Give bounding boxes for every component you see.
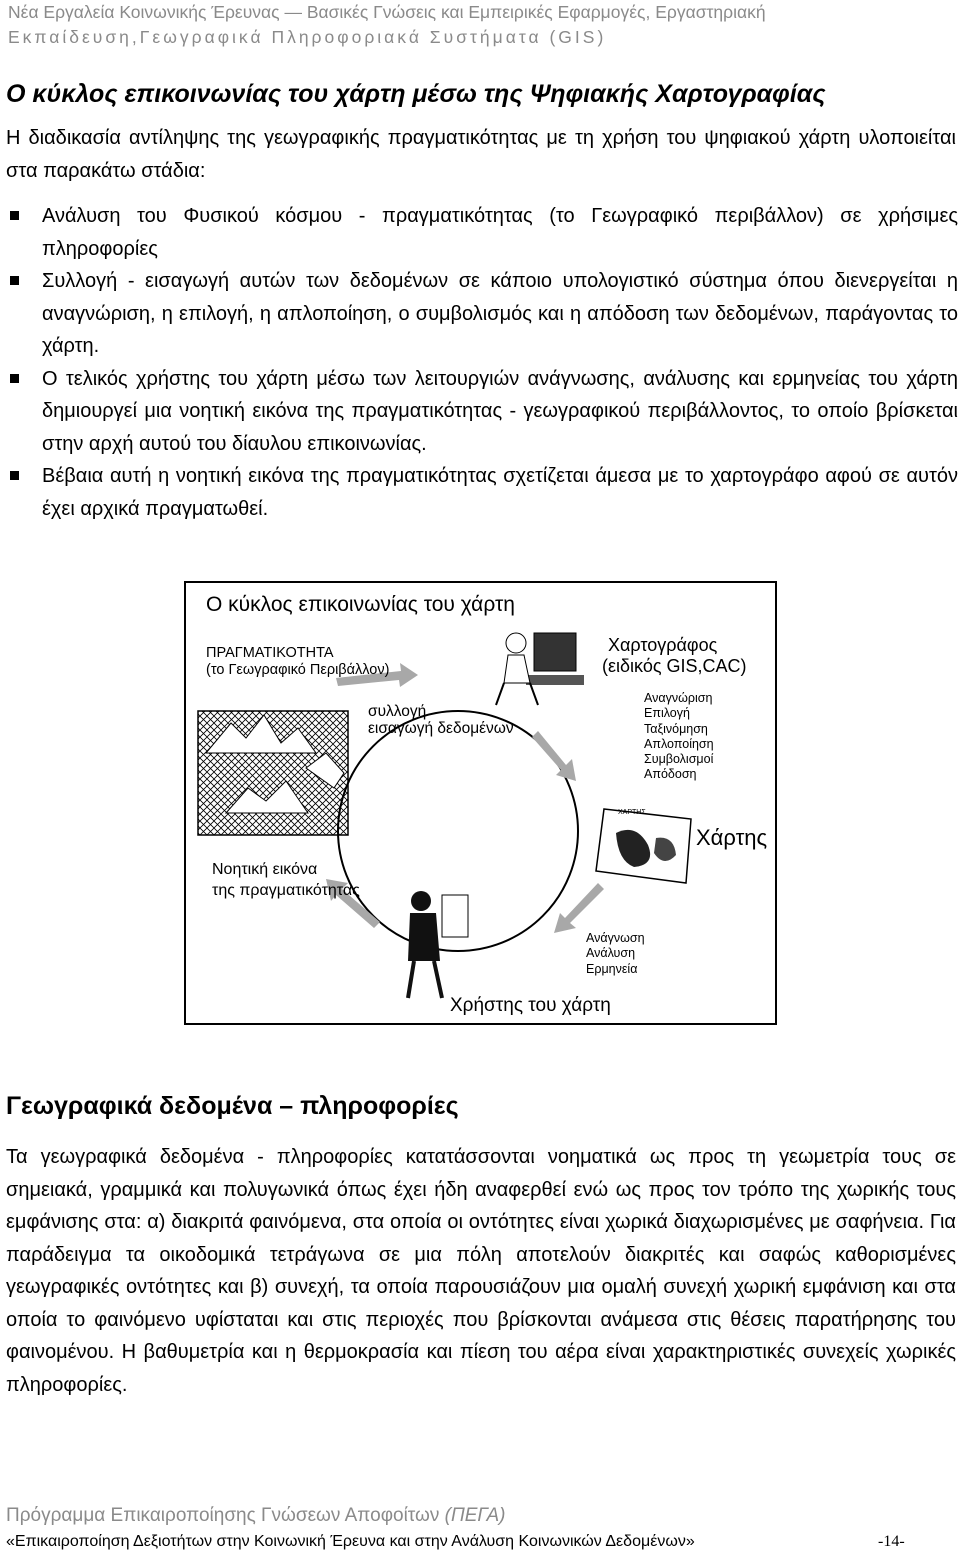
section-2-body: Τα γεωγραφικά δεδομένα - πληροφορίες κατατάσσονται νοηματικά ως προς τη γεωμετρία τους σε σημειακά, γραμμικά και πολυγωνικά όπως έχει ήδη αναφερθεί ενώ ως προς τον τρόπο της χωρικής τους εμφάνισης στα: α) διακριτά φαινόμενα, στα οποία οι οντότητες είναι χωρικά διαχωρισμένες με σαφήνεια. Για παράδειγμα τα οικοδομικά τετράγωνα σε μια πόλη αποτελούν διακριτές και σαφώς καθορισμένες γεωγραφικές οντότητες και β) συνεχή, τα οποία παρουσιάζουν μια ομαλή συνεχή χωρική εμφάνιση και στα οποία το φαινόμενο υφίσταται και στις περιοχές που βρίσκονται ανάμεσα στις θέσεις παρατήρησης του φαινομένου. Η βαθυμετρία και η θερμοκρασία και πίεση του αέρα είναι χαρακτηριστικές συνεχείς χωρικές πληροφορίες. [6,1146,956,1396]
footer-program: Πρόγραμμα Επικαιροποίησης Γνώσεων Αποφοίτων (ΠΕΓΑ) [6,1505,506,1526]
footer-course: «Επικαιροποίηση Δεξιοτήτων στην Κοινωνική Έρευνα και στην Ανάλυση Κοινωνικών Δεδομένων» [6,1533,695,1550]
mental-image-label: Νοητική εικόνα της πραγματικότητας [212,861,360,899]
map-stamp: ΧΑΡΤΗΣ [618,809,646,816]
bullet-item: Βέβαια αυτή η νοητική εικόνα της πραγματικότητας σχετίζεται άμεσα με το χαρτογράφο αφού σε αυτόν έχει αρχικά πραγματωθεί. [0,460,958,525]
header-line-2: Εκπαίδευση,Γεωγραφικά Πληροφοριακά Συστήματα (GIS) [8,27,607,47]
landscape-icon [198,711,348,835]
page-number: -14- [878,1533,905,1550]
bullet-item: Ανάλυση του Φυσικού κόσμου - πραγματικότητας (το Γεωγραφικό περιβάλλον) σε χρήσιμες πληροφορίες [0,200,958,265]
map-communication-cycle-figure [184,581,777,1025]
figure-title: Ο κύκλος επικοινωνίας του χάρτη [206,593,515,616]
section-1-title: Ο κύκλος επικοινωνίας του χάρτη μέσω της Ψηφιακής Χαρτογραφίας [6,80,826,108]
map-user-label: Χρήστης του χάρτη [450,995,611,1016]
map-user-icon [408,891,468,998]
running-header [8,0,958,50]
section-1-intro: Η διαδικασία αντίληψης της γεωγραφικής πραγματικότητας με τη χρήση του ψηφιακού χάρτη υλοποιείται στα παρακάτω στάδια: [6,127,956,182]
bullet-item: Συλλογή - εισαγωγή αυτών των δεδομένων σε κάποιο υπολογιστικό σύστημα όπου διενεργείται η αναγνώριση, η επιλογή, η απλοποίηση, ο συμβολισμός και η απόδοση των δεδομένων, παράγοντας το χάρτη. [0,265,958,363]
user-steps: Ανάγνωση Ανάλυση Ερμηνεία [586,931,645,976]
map-sheet-icon [596,809,691,883]
square-bullet-icon [10,471,19,480]
bullet-list [0,200,958,525]
section-2-title: Γεωγραφικά δεδομένα – πληροφορίες [6,1092,459,1120]
map-label: Χάρτης [696,825,768,850]
square-bullet-icon [10,374,19,383]
bullet-item: Ο τελικός χρήστης του χάρτη μέσω των λειτουργιών ανάγνωσης, ανάλυσης και ερμηνείας του χάρτη δημιουργεί μια νοητική εικόνα της πραγματικότητας - γεωγραφικού περιβάλλοντος, το οποίο βρίσκεται στην αρχή αυτού του δίαυλου επικοινωνίας. [0,363,958,461]
square-bullet-icon [10,276,19,285]
reality-label: ΠΡΑΓΜΑΤΙΚΟΤΗΤΑ (το Γεωγραφικό Περιβάλλον) [206,645,390,678]
cartographer-label: Χαρτογράφος (ειδικός GIS,CAC) [602,635,747,676]
collection-label: συλλογή εισαγωγή δεδομένων [368,703,514,737]
header-line-1: Νέα Εργαλεία Κοινωνικής Έρευνας — Βασικές Γνώσεις και Εμπειρικές Εφαρμογές, Εργαστηριακή [8,2,766,22]
cartographer-steps: Αναγνώριση Επιλογή Ταξινόμηση Απλοποίηση Συμβολισμοί Απόδοση [644,691,714,782]
cartographer-icon [496,633,584,705]
square-bullet-icon [10,211,19,220]
